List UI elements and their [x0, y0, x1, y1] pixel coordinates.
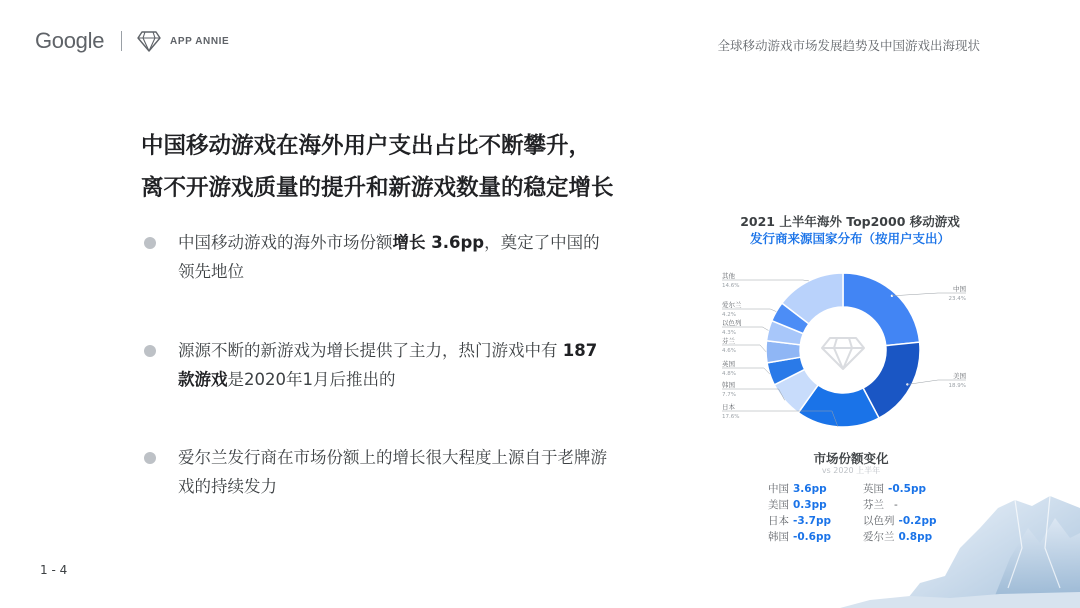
share-country: 中国: [768, 483, 789, 495]
bullet-highlight: 187 款游戏: [178, 341, 598, 389]
slice-label: 英国: [722, 360, 735, 368]
iceberg-illustration: [840, 488, 1080, 608]
google-logo: Google: [35, 28, 105, 53]
bullet-item: [142, 336, 612, 394]
slice-value-label: 18.9%: [948, 383, 966, 389]
bullet-text: 中国移动游戏的海外市场份额: [178, 233, 393, 252]
donut-chart: [700, 255, 1000, 445]
slice-label: 其他: [722, 272, 735, 280]
share-change-subtitle: vs 2020 上半年: [821, 466, 881, 475]
slice-label: 中国: [953, 285, 966, 293]
share-country: 英国: [863, 483, 884, 495]
app-annie-diamond-icon: [137, 30, 161, 52]
bullet-text: 源源不断的新游戏为增长提供了主力，热门游戏中有: [178, 341, 563, 360]
chart-title: [700, 213, 1000, 247]
share-country: 芬兰: [863, 499, 884, 511]
share-value: -0.6pp: [793, 531, 831, 543]
logo-divider: [121, 31, 122, 51]
share-value: -0.5pp: [888, 483, 926, 495]
headline-line-1: 中国移动游戏在海外用户支出占比不断攀升，: [141, 133, 592, 159]
slice-value-label: 4.2%: [722, 312, 736, 318]
bullet-text: ，奠定了中国的领先地位: [178, 233, 600, 281]
bullet-item: [142, 443, 612, 501]
share-country: 日本: [768, 515, 789, 527]
page-number: 1 - 4: [40, 563, 68, 577]
report-title: 全球移动游戏市场发展趋势及中国游戏出海现状: [717, 38, 980, 53]
leader-line: [722, 280, 809, 281]
center-diamond-icon: [822, 338, 864, 369]
slice-label: 以色列: [722, 319, 742, 327]
slice-value-label: 4.3%: [722, 330, 736, 336]
share-value: -0.2pp: [898, 515, 937, 527]
bullet-highlight: 增长 3.6pp: [392, 233, 485, 252]
slice-label: 美国: [953, 372, 966, 380]
slice-value-label: 17.6%: [722, 414, 740, 420]
bullet-text: 爱尔兰发行商在市场份额上的增长很大程度上源自于老牌游戏的持续发力: [178, 448, 607, 496]
slide-headline: [141, 125, 614, 209]
headline-line-2: 离不开游戏质量的提升和新游戏数量的稳定增长: [141, 175, 614, 201]
share-country: 美国: [768, 499, 789, 511]
slice-value-label: 14.6%: [722, 283, 740, 289]
share-change-title: 市场份额变化: [813, 451, 889, 466]
slice-label: 芬兰: [722, 337, 735, 345]
bullet-item: [142, 228, 612, 286]
chart-title-line-2: 发行商来源国家分布（按用户支出）: [749, 231, 950, 246]
share-country: 爱尔兰: [863, 531, 895, 543]
share-country: 韩国: [768, 531, 789, 543]
bullet-text: 是2020年1月后推出的: [227, 370, 396, 389]
slice-value-label: 4.6%: [722, 348, 736, 354]
share-value: 0.3pp: [793, 499, 827, 511]
share-value: 3.6pp: [793, 483, 827, 495]
slice-label: 爱尔兰: [722, 301, 742, 309]
share-value: -3.7pp: [793, 515, 831, 527]
slice-label: 韩国: [722, 381, 735, 389]
chart-title-line-1: 2021 上半年海外 Top2000 移动游戏: [740, 214, 960, 229]
slice-label: 日本: [722, 403, 735, 411]
slice-value-label: 7.7%: [722, 392, 736, 398]
share-value: -: [894, 499, 898, 511]
slice-value-label: 23.4%: [948, 296, 966, 302]
donut-slice-中国: [843, 273, 920, 346]
share-country: 以色列: [863, 515, 895, 527]
app-annie-logo-text: APP ANNIE: [170, 36, 230, 47]
slice-value-label: 4.8%: [722, 371, 736, 377]
share-value: 0.8pp: [898, 531, 933, 543]
